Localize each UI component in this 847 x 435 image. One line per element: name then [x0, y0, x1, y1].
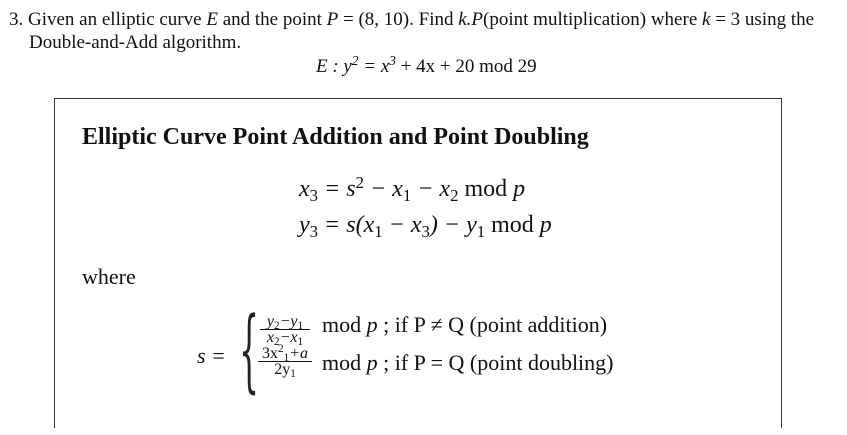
exp: 3 [389, 53, 396, 69]
mod: mod [322, 312, 367, 337]
sub: 3 [309, 185, 319, 205]
sym: +a [289, 345, 308, 362]
sub: 2 [274, 336, 280, 349]
box-title: Elliptic Curve Point Addition and Point Doubling [82, 124, 589, 150]
sym: p [366, 350, 378, 375]
sym: y [266, 313, 274, 330]
sym: 3x [262, 345, 278, 362]
sub: 1 [297, 320, 304, 333]
condition: ; if P ≠ Q (point addition) [377, 312, 608, 337]
sym: ) − y [429, 212, 477, 238]
sub: 1 [402, 185, 412, 205]
exp: 2 [351, 53, 359, 69]
left-brace: { [239, 298, 260, 403]
point-value: (8, 10) [358, 9, 410, 30]
fraction-denominator [258, 361, 312, 381]
sym: x [266, 329, 274, 346]
mod: mod [485, 212, 540, 238]
sub: 1 [374, 221, 383, 241]
fraction-numerator [258, 343, 312, 365]
problem-line-2: Double-and-Add algorithm. [29, 32, 242, 53]
sub: 1 [283, 352, 290, 365]
sym: − x [363, 176, 403, 202]
mod: mod [458, 176, 514, 202]
problem-line-1 [9, 9, 814, 31]
s-label: s = [197, 343, 226, 368]
curve-lhs: E : y [316, 56, 352, 77]
k-symbol: k [702, 9, 711, 30]
case-addition [322, 312, 607, 338]
sym: p [366, 312, 378, 337]
case-doubling [322, 350, 614, 376]
sym: − x [382, 212, 422, 238]
fraction-denominator [260, 329, 310, 349]
slope-doubling-fraction [258, 343, 312, 381]
sym: = s(x [318, 212, 375, 238]
sym: = s [318, 176, 356, 202]
where-label: where [82, 264, 136, 289]
sym: y [299, 212, 310, 238]
k-value: = 3 using the [710, 9, 815, 30]
fraction-numerator [260, 313, 310, 333]
sub: 3 [309, 221, 319, 241]
mod: mod [322, 350, 367, 375]
sub: 3 [421, 221, 430, 241]
curve-symbol: E [206, 9, 218, 30]
x3-formula [299, 172, 526, 205]
equals: = [338, 9, 359, 30]
sub: 1 [297, 336, 304, 349]
problem-text: (point multiplication) where [483, 9, 703, 30]
point-symbol: P [326, 9, 339, 30]
sym: −x [279, 329, 298, 346]
condition: ; if P = Q (point doubling) [377, 350, 614, 375]
sub: 2 [274, 320, 280, 333]
problem-number: 3. [9, 9, 24, 30]
sub: 1 [290, 368, 296, 381]
sym: p [539, 212, 552, 238]
problem-text: . Find [409, 9, 459, 30]
sym: 2y [274, 361, 291, 378]
problem-text: Given an elliptic curve [28, 9, 207, 30]
sub: 1 [476, 221, 486, 241]
problem-text: and the point [217, 9, 327, 30]
sub: 2 [450, 185, 459, 205]
curve-equation [316, 53, 537, 78]
sup: 2 [355, 172, 364, 192]
curve-rhs: + 4x + 20 mod 29 [395, 56, 537, 77]
kp-symbol: k.P [458, 9, 484, 30]
sym: x [299, 176, 310, 202]
sym: p [513, 176, 526, 202]
sup: 2 [278, 343, 284, 356]
slope-addition-fraction [260, 313, 310, 349]
curve-mid: = x [358, 56, 390, 77]
sym: −y [279, 313, 298, 330]
sym: − x [411, 176, 451, 202]
y3-formula [299, 212, 552, 239]
